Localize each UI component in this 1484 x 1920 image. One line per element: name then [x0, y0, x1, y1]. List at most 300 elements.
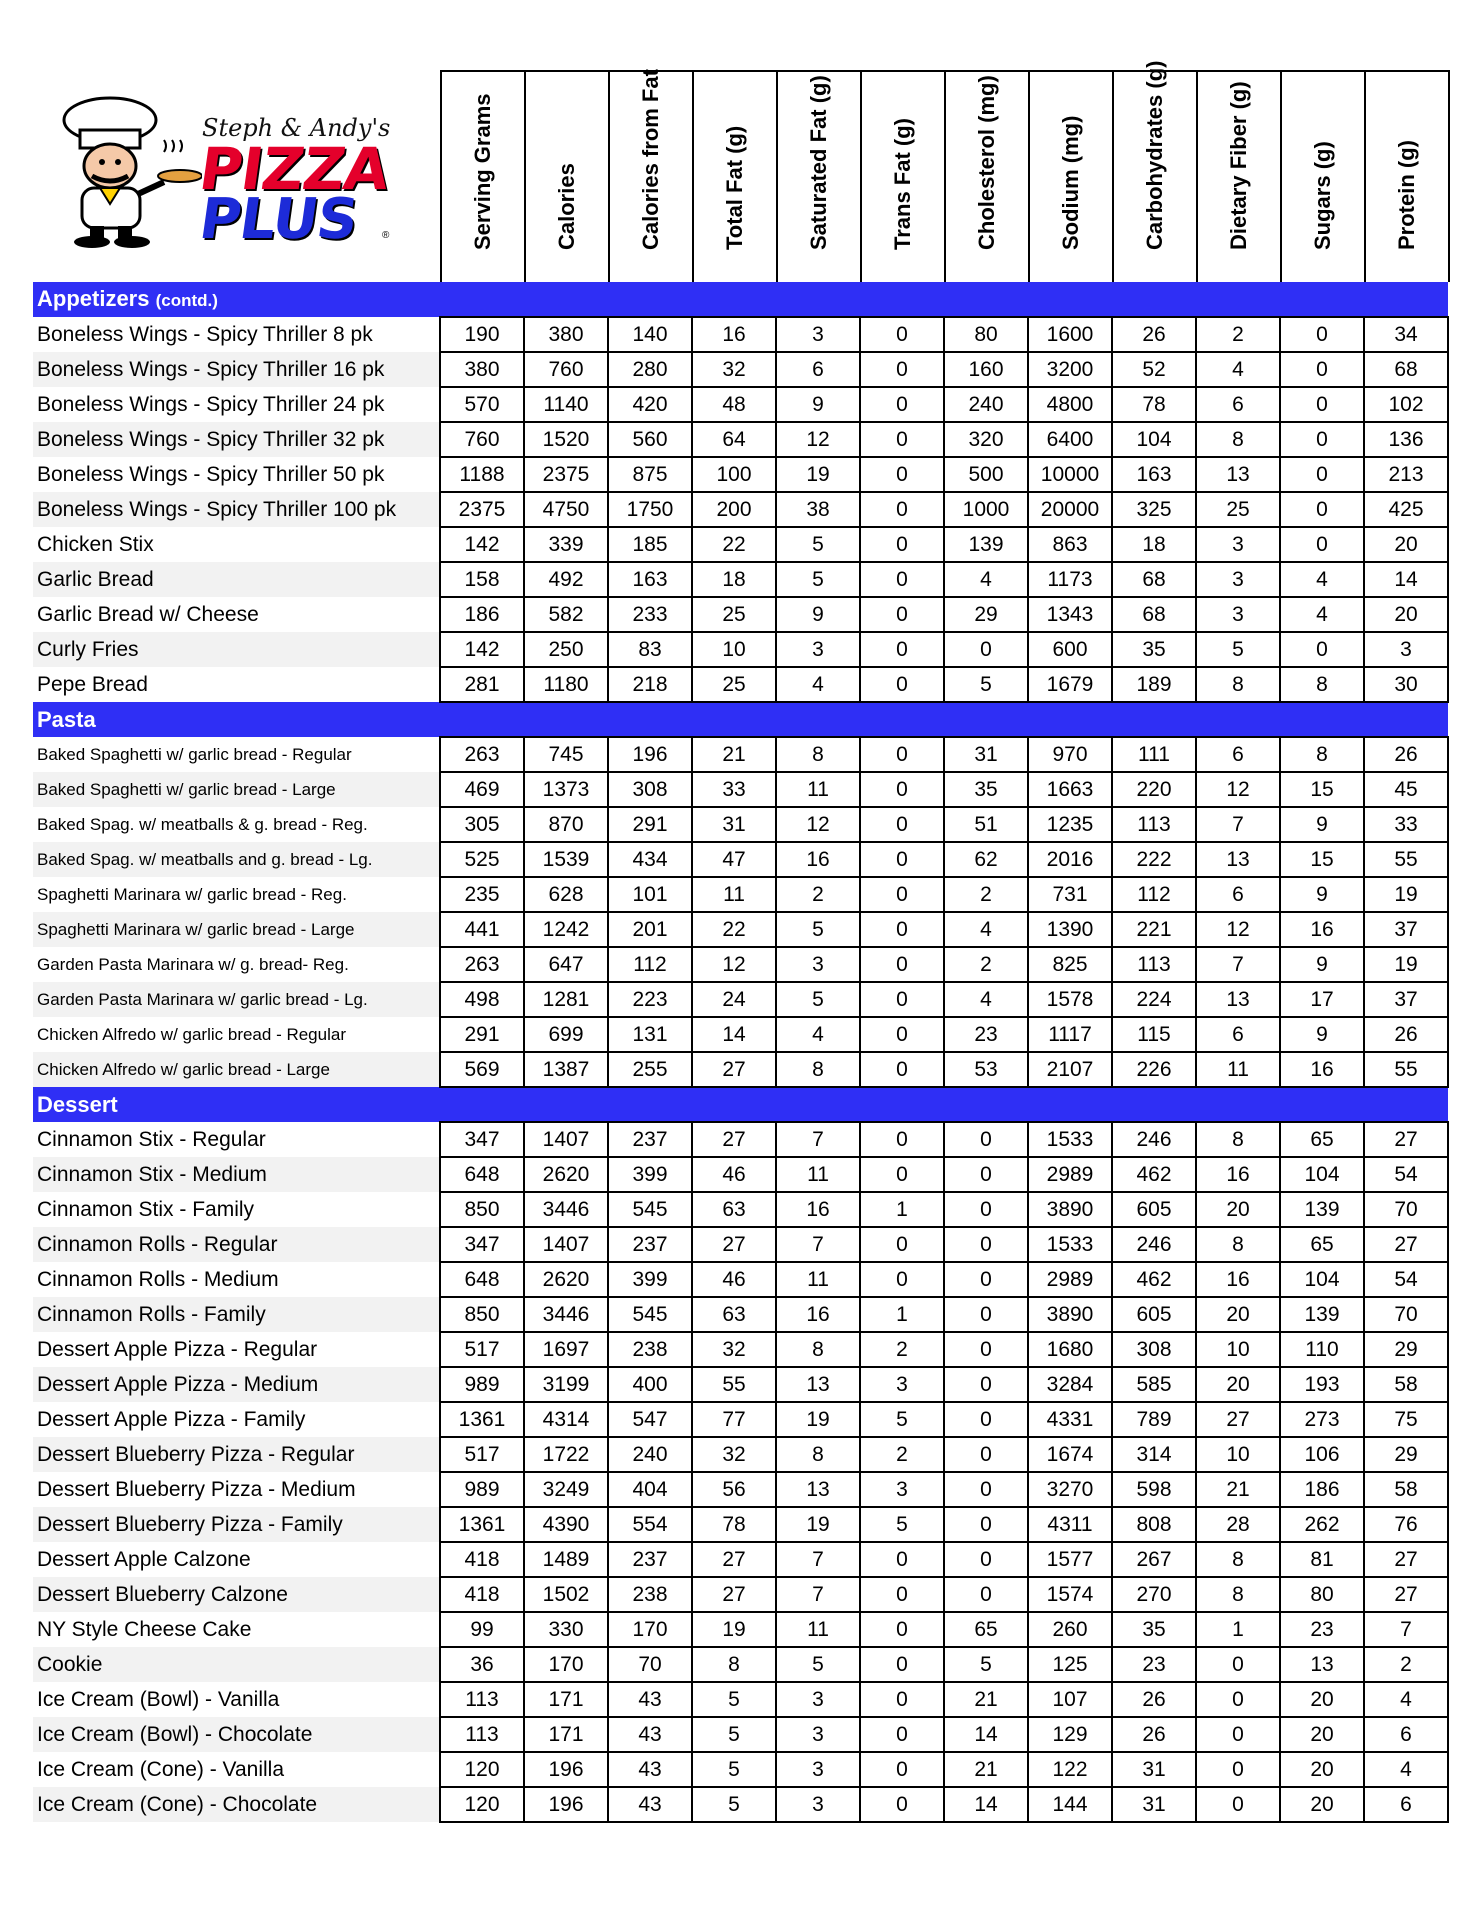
nutrient-value: 1235 — [1028, 807, 1112, 842]
item-name: Pepe Bread — [33, 667, 440, 702]
nutrient-value: 8 — [1280, 667, 1364, 702]
nutrient-value: 220 — [1112, 772, 1196, 807]
table-row — [33, 842, 1448, 877]
nutrient-value: 517 — [440, 1332, 524, 1367]
nutrient-value: 0 — [1280, 317, 1364, 352]
nutrient-value: 605 — [1112, 1192, 1196, 1227]
nutrient-value: 27 — [692, 1542, 776, 1577]
column-header — [524, 70, 608, 282]
nutrient-value: 2 — [944, 877, 1028, 912]
nutrient-value: 171 — [524, 1682, 608, 1717]
nutrient-value: 0 — [1280, 422, 1364, 457]
nutrient-value: 5 — [1196, 632, 1280, 667]
nutrient-value: 46 — [692, 1262, 776, 1297]
nutrient-value: 170 — [608, 1612, 692, 1647]
nutrient-value: 62 — [944, 842, 1028, 877]
nutrient-value: 2989 — [1028, 1157, 1112, 1192]
nutrient-value: 1407 — [524, 1227, 608, 1262]
nutrient-value: 34 — [1364, 317, 1448, 352]
nutrient-value: 500 — [944, 457, 1028, 492]
nutrient-value: 7 — [776, 1542, 860, 1577]
nutrient-value: 7 — [776, 1577, 860, 1612]
nutrient-value: 789 — [1112, 1402, 1196, 1437]
table-row — [33, 1017, 1448, 1052]
nutrient-value: 0 — [860, 807, 944, 842]
nutrient-value: 598 — [1112, 1472, 1196, 1507]
nutrient-value: 223 — [608, 982, 692, 1017]
item-name: Boneless Wings - Spicy Thriller 16 pk — [33, 352, 440, 387]
nutrient-value: 441 — [440, 912, 524, 947]
nutrient-value: 83 — [608, 632, 692, 667]
nutrient-value: 560 — [608, 422, 692, 457]
table-row — [33, 1297, 1448, 1332]
nutrient-value: 1578 — [1028, 982, 1112, 1017]
nutrient-value: 55 — [1364, 842, 1448, 877]
nutrient-value: 420 — [608, 387, 692, 422]
nutrient-value: 190 — [440, 317, 524, 352]
item-name: Garden Pasta Marinara w/ g. bread- Reg. — [33, 947, 440, 982]
nutrient-value: 1600 — [1028, 317, 1112, 352]
nutrient-value: 110 — [1280, 1332, 1364, 1367]
nutrient-value: 55 — [692, 1367, 776, 1402]
nutrient-value: 0 — [860, 1647, 944, 1682]
nutrient-value: 104 — [1280, 1262, 1364, 1297]
nutrient-value: 0 — [860, 1717, 944, 1752]
nutrient-value: 6400 — [1028, 422, 1112, 457]
nutrient-value: 9 — [776, 597, 860, 632]
nutrient-value: 99 — [440, 1612, 524, 1647]
table-row — [33, 1227, 1448, 1262]
table-row — [33, 562, 1448, 597]
nutrient-value: 48 — [692, 387, 776, 422]
item-name: Ice Cream (Cone) - Chocolate — [33, 1787, 440, 1822]
table-row — [33, 877, 1448, 912]
column-header — [692, 70, 776, 282]
nutrient-value: 585 — [1112, 1367, 1196, 1402]
nutrient-value: 1188 — [440, 457, 524, 492]
nutrient-value: 115 — [1112, 1017, 1196, 1052]
nutrient-value: 17 — [1280, 982, 1364, 1017]
nutrient-value: 1387 — [524, 1052, 608, 1087]
column-header — [608, 70, 692, 282]
nutrient-value: 22 — [692, 527, 776, 562]
nutrient-value: 0 — [860, 527, 944, 562]
nutrient-value: 70 — [1364, 1192, 1448, 1227]
item-name: Spaghetti Marinara w/ garlic bread - Large — [33, 912, 440, 947]
nutrient-value: 3890 — [1028, 1192, 1112, 1227]
nutrient-value: 20 — [1196, 1192, 1280, 1227]
nutrient-value: 4311 — [1028, 1507, 1112, 1542]
nutrient-value: 4 — [776, 1017, 860, 1052]
nutrient-value: 0 — [860, 1052, 944, 1087]
item-name: Cinnamon Rolls - Family — [33, 1297, 440, 1332]
nutrient-value: 731 — [1028, 877, 1112, 912]
nutrient-value: 320 — [944, 422, 1028, 457]
nutrient-value: 20 — [1364, 527, 1448, 562]
nutrient-value: 11 — [692, 877, 776, 912]
nutrient-value: 13 — [1196, 457, 1280, 492]
nutrient-value: 20 — [1280, 1682, 1364, 1717]
nutrient-value: 11 — [1196, 1052, 1280, 1087]
nutrient-value: 1281 — [524, 982, 608, 1017]
nutrient-value: 1502 — [524, 1577, 608, 1612]
nutrient-value: 0 — [860, 737, 944, 772]
nutrient-value: 107 — [1028, 1682, 1112, 1717]
nutrient-value: 53 — [944, 1052, 1028, 1087]
nutrient-value: 21 — [1196, 1472, 1280, 1507]
nutrient-value: 2 — [860, 1437, 944, 1472]
nutrient-value: 186 — [1280, 1472, 1364, 1507]
section-header — [33, 702, 1448, 737]
column-header — [1112, 60, 1196, 282]
nutrient-value: 1361 — [440, 1507, 524, 1542]
nutrient-value: 11 — [776, 1612, 860, 1647]
nutrient-value: 6 — [1196, 877, 1280, 912]
nutrient-value: 4 — [944, 912, 1028, 947]
nutrient-value: 0 — [860, 492, 944, 527]
nutrient-value: 16 — [776, 842, 860, 877]
nutrient-value: 434 — [608, 842, 692, 877]
nutrient-value: 347 — [440, 1227, 524, 1262]
nutrient-value: 0 — [860, 1612, 944, 1647]
nutrient-value: 2 — [1196, 317, 1280, 352]
nutrient-value: 3 — [860, 1367, 944, 1402]
table-row — [33, 597, 1448, 632]
nutrient-value: 20 — [1280, 1717, 1364, 1752]
nutrient-value: 120 — [440, 1752, 524, 1787]
column-header-label: Saturated Fat (g) — [806, 75, 831, 250]
nutrient-value: 25 — [692, 597, 776, 632]
nutrient-value: 330 — [524, 1612, 608, 1647]
table-row — [33, 1437, 1448, 1472]
nutrient-value: 111 — [1112, 737, 1196, 772]
nutrient-value: 4800 — [1028, 387, 1112, 422]
nutrient-value: 5 — [776, 912, 860, 947]
nutrient-value: 1520 — [524, 422, 608, 457]
item-name: Curly Fries — [33, 632, 440, 667]
table-row — [33, 492, 1448, 527]
nutrient-value: 267 — [1112, 1542, 1196, 1577]
nutrient-value: 260 — [1028, 1612, 1112, 1647]
table-row — [33, 632, 1448, 667]
nutrient-value: 0 — [860, 352, 944, 387]
nutrient-value: 18 — [1112, 527, 1196, 562]
nutrient-value: 80 — [1280, 1577, 1364, 1612]
table-row — [33, 667, 1448, 702]
section-title: Dessert — [37, 1091, 118, 1117]
nutrient-value: 129 — [1028, 1717, 1112, 1752]
nutrient-value: 0 — [860, 387, 944, 422]
nutrient-value: 221 — [1112, 912, 1196, 947]
nutrient-value: 760 — [524, 352, 608, 387]
nutrient-value: 8 — [1196, 422, 1280, 457]
nutrient-value: 104 — [1280, 1157, 1364, 1192]
table-row — [33, 1542, 1448, 1577]
nutrient-value: 2 — [776, 877, 860, 912]
nutrient-value: 5 — [776, 982, 860, 1017]
nutrient-value: 21 — [692, 737, 776, 772]
nutrient-value: 3 — [776, 1787, 860, 1822]
table-row — [33, 1157, 1448, 1192]
nutrient-value: 58 — [1364, 1367, 1448, 1402]
nutrient-value: 189 — [1112, 667, 1196, 702]
nutrient-value: 1489 — [524, 1542, 608, 1577]
nutrient-value: 250 — [524, 632, 608, 667]
nutrient-value: 26 — [1364, 1017, 1448, 1052]
column-header-label: Calories — [554, 163, 579, 250]
nutrient-value: 55 — [1364, 1052, 1448, 1087]
nutrient-value: 80 — [944, 317, 1028, 352]
nutrient-value: 106 — [1280, 1437, 1364, 1472]
item-name: Chicken Alfredo w/ garlic bread - Regular — [33, 1017, 440, 1052]
nutrient-value: 0 — [1196, 1647, 1280, 1682]
nutrient-value: 14 — [944, 1717, 1028, 1752]
nutrient-value: 100 — [692, 457, 776, 492]
nutrient-value: 185 — [608, 527, 692, 562]
nutrient-value: 28 — [1196, 1507, 1280, 1542]
nutrient-value: 33 — [692, 772, 776, 807]
section-title: Pasta — [37, 706, 96, 732]
nutrient-value: 29 — [1364, 1437, 1448, 1472]
nutrient-value: 65 — [1280, 1122, 1364, 1157]
nutrient-value: 11 — [776, 1262, 860, 1297]
nutrient-value: 101 — [608, 877, 692, 912]
nutrient-value: 120 — [440, 1787, 524, 1822]
nutrient-value: 3200 — [1028, 352, 1112, 387]
item-name: Dessert Blueberry Pizza - Medium — [33, 1472, 440, 1507]
nutrient-value: 0 — [860, 422, 944, 457]
nutrient-value: 1117 — [1028, 1017, 1112, 1052]
nutrient-value: 29 — [944, 597, 1028, 632]
nutrient-value: 647 — [524, 947, 608, 982]
nutrient-value: 7 — [1196, 947, 1280, 982]
table-row — [33, 317, 1448, 352]
item-name: Dessert Apple Pizza - Family — [33, 1402, 440, 1437]
table-row — [33, 1507, 1448, 1542]
nutrient-value: 305 — [440, 807, 524, 842]
nutrient-value: 113 — [1112, 947, 1196, 982]
item-name: Baked Spag. w/ meatballs and g. bread - Lg. — [33, 842, 440, 877]
nutrient-value: 78 — [692, 1507, 776, 1542]
nutrient-value: 5 — [692, 1752, 776, 1787]
nutrient-value: 2375 — [524, 457, 608, 492]
nutrient-value: 291 — [608, 807, 692, 842]
nutrient-value: 0 — [1280, 527, 1364, 562]
nutrient-value: 5 — [692, 1787, 776, 1822]
nutrient-value: 3 — [1364, 632, 1448, 667]
nutrient-value: 11 — [776, 1157, 860, 1192]
nutrient-value: 43 — [608, 1787, 692, 1822]
nutrient-value: 0 — [860, 667, 944, 702]
table-row — [33, 1367, 1448, 1402]
nutrient-value: 400 — [608, 1367, 692, 1402]
nutrient-value: 6 — [1196, 737, 1280, 772]
nutrient-value: 14 — [692, 1017, 776, 1052]
column-header-label: Calories from Fat — [638, 69, 663, 250]
table-row — [33, 1612, 1448, 1647]
nutrient-value: 0 — [860, 597, 944, 632]
item-name: Dessert Blueberry Calzone — [33, 1577, 440, 1612]
nutrient-value: 2989 — [1028, 1262, 1112, 1297]
nutrient-value: 27 — [692, 1227, 776, 1262]
column-header-label: Cholesterol (mg) — [974, 75, 999, 250]
column-header — [1364, 70, 1450, 282]
nutrient-value: 32 — [692, 352, 776, 387]
nutrient-value: 12 — [776, 422, 860, 457]
nutrient-value: 33 — [1364, 807, 1448, 842]
nutrient-value: 238 — [608, 1332, 692, 1367]
nutrient-value: 22 — [692, 912, 776, 947]
nutrient-value: 3 — [776, 1752, 860, 1787]
nutrient-value: 554 — [608, 1507, 692, 1542]
nutrient-value: 65 — [944, 1612, 1028, 1647]
table-row — [33, 422, 1448, 457]
item-name: Cinnamon Stix - Family — [33, 1192, 440, 1227]
nutrient-value: 26 — [1112, 317, 1196, 352]
nutrient-value: 4 — [1364, 1682, 1448, 1717]
nutrient-value: 699 — [524, 1017, 608, 1052]
nutrient-value: 19 — [776, 1402, 860, 1437]
table-row — [33, 1717, 1448, 1752]
nutrient-value: 78 — [1112, 387, 1196, 422]
section-header — [33, 282, 1448, 317]
nutrient-value: 570 — [440, 387, 524, 422]
nutrient-value: 1390 — [1028, 912, 1112, 947]
nutrient-value: 19 — [1364, 947, 1448, 982]
nutrient-value: 112 — [608, 947, 692, 982]
nutrient-value: 5 — [776, 527, 860, 562]
nutrient-value: 193 — [1280, 1367, 1364, 1402]
nutrient-value: 1680 — [1028, 1332, 1112, 1367]
nutrient-value: 246 — [1112, 1227, 1196, 1262]
nutrient-value: 325 — [1112, 492, 1196, 527]
nutrient-value: 222 — [1112, 842, 1196, 877]
nutrient-value: 1697 — [524, 1332, 608, 1367]
nutrient-value: 16 — [692, 317, 776, 352]
nutrient-value: 0 — [860, 842, 944, 877]
item-name: Dessert Blueberry Pizza - Family — [33, 1507, 440, 1542]
nutrient-value: 31 — [1112, 1787, 1196, 1822]
nutrient-value: 0 — [860, 947, 944, 982]
brand-script-name: Steph & Andy's — [202, 114, 391, 142]
registered-mark: ® — [382, 230, 390, 241]
nutrient-value: 3 — [776, 947, 860, 982]
nutrient-value: 547 — [608, 1402, 692, 1437]
nutrient-value: 32 — [692, 1332, 776, 1367]
nutrient-value: 9 — [1280, 947, 1364, 982]
nutrient-value: 237 — [608, 1227, 692, 1262]
nutrient-value: 23 — [944, 1017, 1028, 1052]
nutrient-value: 56 — [692, 1472, 776, 1507]
section-header — [33, 1087, 1448, 1122]
item-name: Garden Pasta Marinara w/ garlic bread - Lg. — [33, 982, 440, 1017]
nutrient-value: 0 — [1196, 1717, 1280, 1752]
nutrient-value: 863 — [1028, 527, 1112, 562]
nutrient-value: 1750 — [608, 492, 692, 527]
item-name: Ice Cream (Bowl) - Chocolate — [33, 1717, 440, 1752]
nutrient-value: 0 — [1280, 352, 1364, 387]
column-header-label: Trans Fat (g) — [890, 117, 915, 250]
nutrient-value: 16 — [776, 1297, 860, 1332]
nutrient-value: 760 — [440, 422, 524, 457]
nutrient-value: 0 — [1196, 1682, 1280, 1717]
nutrient-value: 113 — [440, 1717, 524, 1752]
nutrient-value: 3 — [776, 1717, 860, 1752]
nutrient-value: 246 — [1112, 1122, 1196, 1157]
nutrient-value: 35 — [1112, 1612, 1196, 1647]
nutrient-value: 281 — [440, 667, 524, 702]
nutrient-value: 0 — [944, 1227, 1028, 1262]
nutrient-value: 11 — [776, 772, 860, 807]
column-header — [1196, 70, 1280, 282]
nutrient-value: 525 — [440, 842, 524, 877]
nutrient-value: 3446 — [524, 1192, 608, 1227]
section-title: Appetizers — [37, 286, 150, 311]
nutrient-value: 2 — [1364, 1647, 1448, 1682]
nutrient-value: 68 — [1364, 352, 1448, 387]
nutrient-value: 0 — [860, 1787, 944, 1822]
nutrient-value: 263 — [440, 737, 524, 772]
item-name: Boneless Wings - Spicy Thriller 50 pk — [33, 457, 440, 492]
nutrient-value: 8 — [1196, 1122, 1280, 1157]
nutrient-value: 3 — [1196, 597, 1280, 632]
item-name: Boneless Wings - Spicy Thriller 24 pk — [33, 387, 440, 422]
nutrient-value: 1373 — [524, 772, 608, 807]
nutrient-value: 1140 — [524, 387, 608, 422]
nutrient-value: 8 — [692, 1647, 776, 1682]
nutrient-value: 4 — [1280, 597, 1364, 632]
nutrient-value: 4331 — [1028, 1402, 1112, 1437]
nutrient-value: 196 — [608, 737, 692, 772]
nutrient-value: 104 — [1112, 422, 1196, 457]
nutrient-value: 0 — [860, 457, 944, 492]
column-header — [1028, 70, 1112, 282]
nutrient-value: 20 — [1280, 1752, 1364, 1787]
nutrient-value: 1343 — [1028, 597, 1112, 632]
nutrient-value: 13 — [1280, 1647, 1364, 1682]
item-name: Chicken Alfredo w/ garlic bread - Large — [33, 1052, 440, 1087]
nutrient-value: 4750 — [524, 492, 608, 527]
item-name: Boneless Wings - Spicy Thriller 100 pk — [33, 492, 440, 527]
nutrient-value: 0 — [860, 1262, 944, 1297]
nutrient-value: 237 — [608, 1122, 692, 1157]
nutrient-value: 4 — [1280, 562, 1364, 597]
item-name: Cookie — [33, 1647, 440, 1682]
nutrient-value: 2 — [944, 947, 1028, 982]
nutrient-value: 160 — [944, 352, 1028, 387]
table-row — [33, 737, 1448, 772]
nutrient-value: 347 — [440, 1122, 524, 1157]
pizza-plus-logo — [52, 96, 424, 250]
nutrient-value: 10 — [692, 632, 776, 667]
nutrient-value: 1539 — [524, 842, 608, 877]
table-row — [33, 387, 1448, 422]
nutrient-value: 3199 — [524, 1367, 608, 1402]
nutrient-value: 404 — [608, 1472, 692, 1507]
nutrient-value: 8 — [1196, 1542, 1280, 1577]
nutrient-value: 5 — [692, 1717, 776, 1752]
nutrient-value: 462 — [1112, 1262, 1196, 1297]
nutrient-value: 158 — [440, 562, 524, 597]
nutrient-value: 54 — [1364, 1262, 1448, 1297]
nutrient-value: 970 — [1028, 737, 1112, 772]
chef-mascot-icon — [52, 96, 202, 250]
nutrient-value: 18 — [692, 562, 776, 597]
nutrient-value: 0 — [860, 632, 944, 667]
nutrient-value: 9 — [1280, 877, 1364, 912]
nutrient-value: 0 — [860, 1157, 944, 1192]
nutrient-value: 6 — [1364, 1717, 1448, 1752]
